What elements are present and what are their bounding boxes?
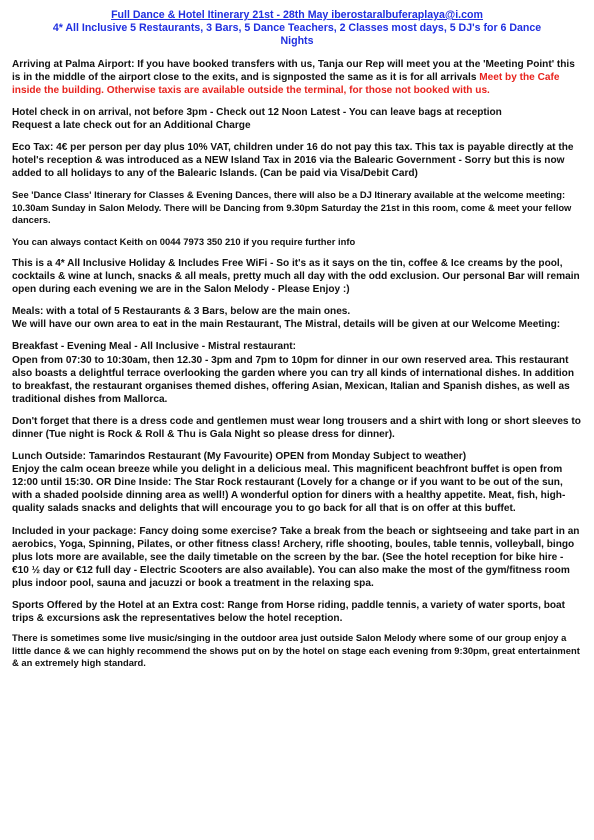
lunch-body: Enjoy the calm ocean breeze while you delight in a delicious meal. This magnificent beachfront buffet is open from 12:00 until 15:30. OR Dine Inside: The Star Rock restaurant (Lovely for a change or if you want to be out of the sun, with a shaded poolside dinning area as well!) A wonderful option for diners with a healthy appetite. Meat, fish, high-quality salads snacks and delights that will encourage you to go back for all that is on offer at this buffet. (12, 464, 566, 515)
itinerary-header (12, 9, 582, 49)
header-subtitle-cont: Nights (280, 35, 314, 48)
meals-line-1: Meals: with a total of 5 Restaurants & 3 Bars, below are the main ones. (12, 306, 351, 318)
all-inclusive-paragraph: This is a 4* All Inclusive Holiday & Includes Free WiFi - So it's as it says on the tin, coffee & Ice creams by the pool, cocktails & wine at lunch, snacks & all meals, pretty much all day with the odd exclusion. Our personal Bar will remain open during each evening we are in the Salon Melody - Please Enjoy :) (12, 257, 580, 296)
arrival-paragraph (12, 58, 582, 97)
dress-code-paragraph: Don't forget that there is a dress code and gentlemen must wear long trousers and a shirt with long or short sleeves to dinner (Tue night is Rock & Roll & Thu is Gala Night so please dress for dinner). (12, 415, 581, 441)
itinerary-page (12, 0, 582, 669)
checkin-line-2: Request a late check out for an Additional Charge (12, 119, 251, 131)
breakfast-heading: Breakfast - Evening Meal - All Inclusive - Mistral restaurant: (12, 341, 297, 353)
dance-class-paragraph: See 'Dance Class' Itinerary for Classes & Evening Dances, there will also be a DJ Itinerary available at the welcome meeting: 10.30am Sunday in Salon Melody. There will be Dancing from 9.30pm Saturday the 21st in this room, come & meet your fellow dancers. (12, 189, 572, 226)
hotel-email-link[interactable]: iberostaralbuferaplaya@i.com (331, 9, 483, 21)
arrival-text: Arriving at Palma Airport: If you have booked transfers with us, Tanja our Rep will meet you at the 'Meeting Point' this is in the middle of the airport close to the exits, and is signposted the same as it is for all arrivals (12, 58, 575, 83)
checkin-line-1: Hotel check in on arrival, not before 3pm - Check out 12 Noon Latest - You can leave bags at reception (12, 106, 502, 118)
lunch-heading: Lunch Outside: Tamarindos Restaurant (My Favourite) OPEN from Monday Subject to weather) (12, 451, 467, 463)
sports-paragraph: Sports Offered by the Hotel at an Extra cost: Range from Horse riding, paddle tennis, a variety of water sports, boat trips & excursions ask the representatives below the hotel reception. (12, 600, 566, 625)
breakfast-body: Open from 07:30 to 10:30am, then 12.30 - 3pm and 7pm to 10pm for dinner in our own reserved area. This restaurant also boasts a delightful terrace overlooking the garden where you can try all kinds of international dishes. In addition to breakfast, the restaurant organises themed dishes, offering Asian, Mexican, Italian and Spanish dishes, as well as traditional dishes from Mallorca. (12, 354, 574, 405)
package-paragraph: Included in your package: Fancy doing some exercise? Take a break from the beach or sightseeing and take part in an aerobics, Yoga, Spinning, Pilates, or other fitness class! Archery, rifle shooting, boules, table tennis, volleyball, bingo plus lots more are available, see the daily timetable on the screen by the bar. (See the hotel reception for bike hire - €10 ½ day or €12 full day - Electric Scooters are also available). You can also make the most of the gym/fitness room plus indoor pool, sauna and jacuzzi or book a treatment in the relaxing spa. (12, 525, 580, 589)
contact-paragraph: You can always contact Keith on 0044 7973 350 210 if you require further info (12, 235, 356, 247)
meals-line-2: We will have our own area to eat in the main Restaurant, The Mistral, details will be given at our Welcome Meeting: (12, 319, 561, 331)
header-title-line (12, 9, 582, 22)
eco-tax-paragraph: Eco Tax: 4€ per person per day plus 10% VAT, children under 16 do not pay this tax. This tax is payable directly at the hotel's reception & was introduced as a NEW Island Tax in 2016 via the Balearic Government - Sorry but this is now added to all holidays to any of the Balearic Islands. (Can be paid via Visa/Debit Card) (12, 142, 574, 180)
arrival-highlight: Meet by the Cafe inside the building. Otherwise taxis are available outside the terminal, for those not booked with us. (12, 71, 560, 96)
header-title: Full Dance & Hotel Itinerary 21st - 28th May (111, 9, 332, 21)
header-subtitle: 4* All Inclusive 5 Restaurants, 3 Bars, 5 Dance Teachers, 2 Classes most days, 5 DJ's for 6 Dance (52, 22, 542, 35)
music-paragraph: There is sometimes some live music/singing in the outdoor area just outside Salon Melody where some of our group enjoy a little dance & we can highly recommend the shows put on by the hotel on stage each evening from 9:30pm, great entertainment & an extremely high standard. (12, 632, 580, 669)
